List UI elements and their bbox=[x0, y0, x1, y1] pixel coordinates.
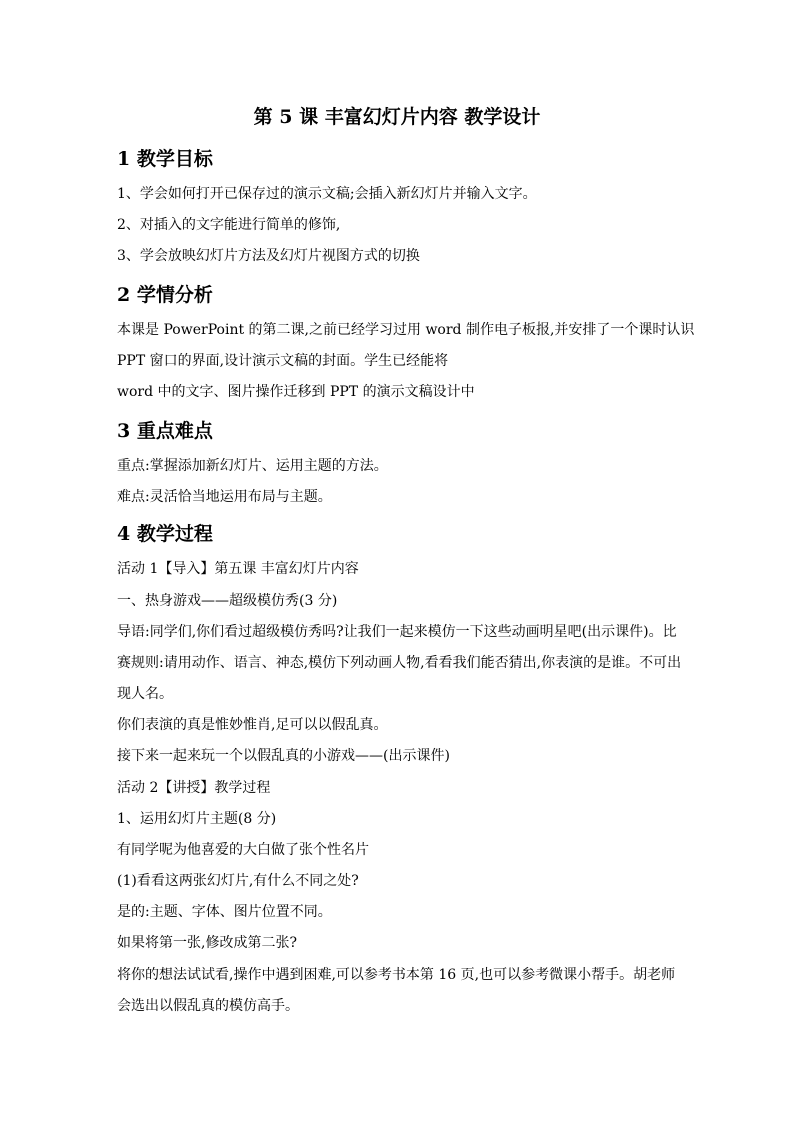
paragraph-line: 1、学会如何打开已保存过的演示文稿;会插入新幻灯片并输入文字。 bbox=[117, 186, 537, 202]
paragraph-line: word 中的文字、图片操作迁移到 PPT 的演示文稿设计中 bbox=[117, 384, 475, 400]
section-heading-objectives: 1 教学目标 bbox=[117, 148, 213, 170]
section-heading-process: 4 教学过程 bbox=[117, 523, 213, 545]
paragraph-line: 重点:掌握添加新幻灯片、运用主题的方法。 bbox=[117, 458, 388, 474]
paragraph-line: 将你的想法试试看,操作中遇到困难,可以参考书本第 16 页,也可以参考微课小帮手。胡老师 bbox=[117, 967, 676, 983]
section-heading-analysis: 2 学情分析 bbox=[117, 284, 213, 306]
document-title: 第 5 课 丰富幻灯片内容 教学设计 bbox=[253, 106, 541, 128]
paragraph-line: 现人名。 bbox=[117, 686, 173, 702]
paragraph-line: 赛规则:请用动作、语言、神态,模仿下列动画人物,看看我们能否猜出,你表演的是谁。不可出 bbox=[117, 655, 682, 671]
paragraph-line: 活动 1【导入】第五课 丰富幻灯片内容 bbox=[117, 561, 359, 577]
paragraph-line: 如果将第一张,修改成第二张? bbox=[117, 935, 297, 951]
paragraph-line: 难点:灵活恰当地运用布局与主题。 bbox=[117, 489, 332, 505]
paragraph-line: 1、运用幻灯片主题(8 分) bbox=[117, 811, 277, 827]
paragraph-line: 会选出以假乱真的模仿高手。 bbox=[117, 998, 299, 1014]
paragraph-line: 本课是 PowerPoint 的第二课,之前已经学习过用 word 制作电子板报,并安排了一个课时认识 bbox=[117, 322, 695, 338]
paragraph-line: 导语:同学们,你们看过超级模仿秀吗?让我们一起来模仿一下这些动画明星吧(出示课件)。比 bbox=[117, 624, 677, 640]
paragraph-line: 2、对插入的文字能进行简单的修饰, bbox=[117, 217, 341, 233]
paragraph-line: 活动 2【讲授】教学过程 bbox=[117, 780, 271, 796]
paragraph-line: 你们表演的真是惟妙惟肖,足可以以假乱真。 bbox=[117, 717, 388, 733]
paragraph-line: 接下来一起来玩一个以假乱真的小游戏——(出示课件) bbox=[117, 748, 450, 764]
paragraph-line: 一、热身游戏——超级模仿秀(3 分) bbox=[117, 593, 338, 609]
paragraph-line: 是的:主题、字体、图片位置不同。 bbox=[117, 904, 332, 920]
paragraph-line: PPT 窗口的界面,设计演示文稿的封面。学生已经能将 bbox=[117, 353, 449, 369]
paragraph-line: (1)看看这两张幻灯片,有什么不同之处? bbox=[117, 873, 359, 889]
paragraph-line: 3、学会放映幻灯片方法及幻灯片视图方式的切换 bbox=[117, 248, 420, 264]
paragraph-line: 有同学呢为他喜爱的大白做了张个性名片 bbox=[117, 842, 369, 858]
section-heading-key-points: 3 重点难点 bbox=[117, 420, 213, 442]
